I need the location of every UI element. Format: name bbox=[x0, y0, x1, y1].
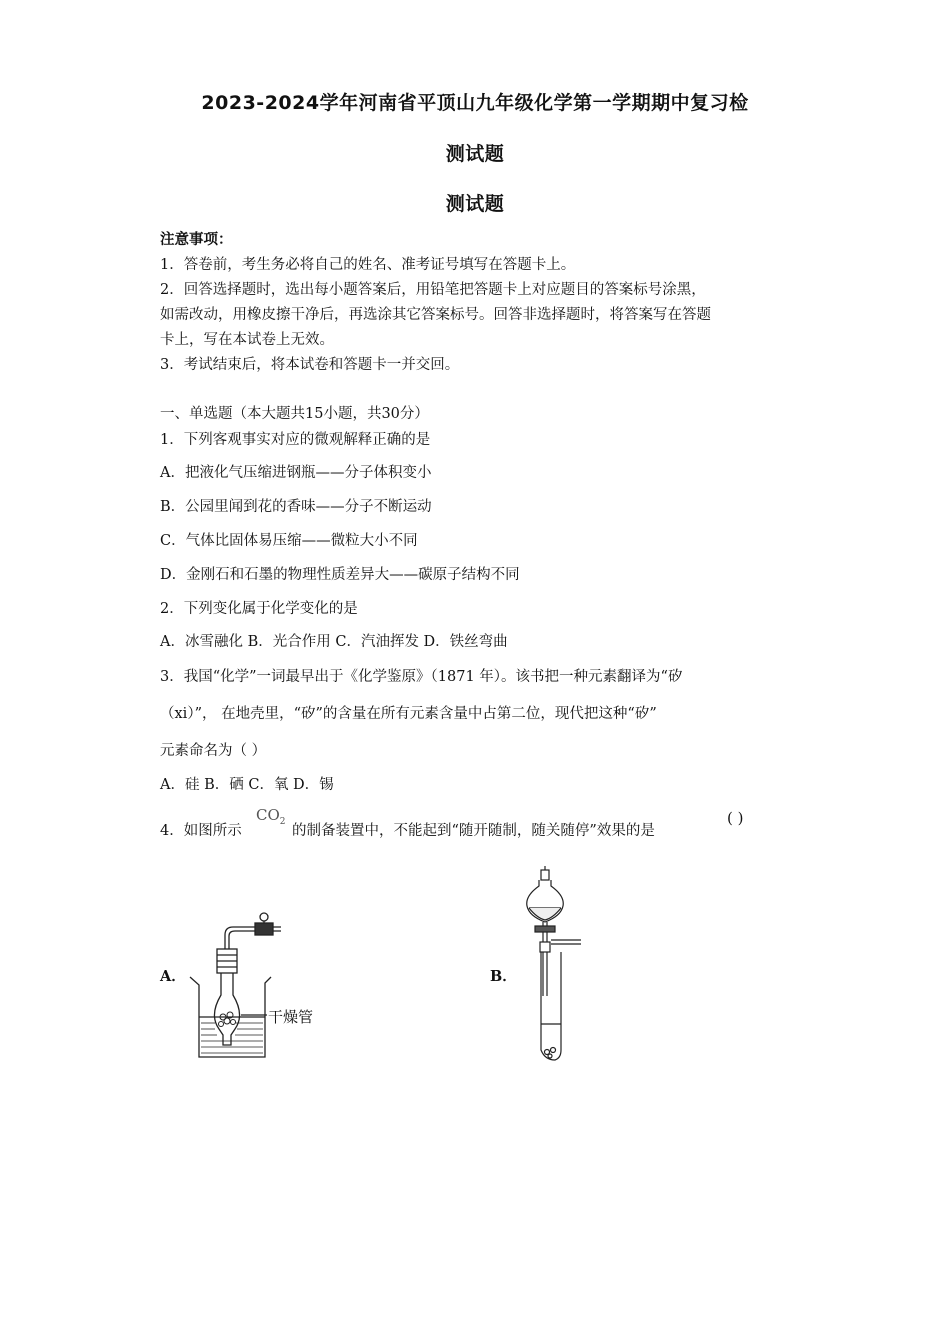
notice-item-3: 3．考试结束后，将本试卷和答题卡一并交回。 bbox=[160, 357, 460, 373]
notice-item-2-line-3: 卡上，写在本试卷上无效。 bbox=[160, 332, 334, 348]
title-line-3: 测试题 bbox=[445, 193, 505, 215]
q4-answer-paren: ( ) bbox=[727, 809, 744, 827]
notice-heading: 注意事项： bbox=[160, 231, 233, 248]
dryer-label: 干燥管 bbox=[268, 1008, 314, 1026]
co2-formula: $CO_2$ bbox=[256, 806, 286, 827]
q4-option-b-label: B． bbox=[490, 968, 517, 985]
q1-option-d: D．金刚石和石墨的物理性质差异大——碳原子结构不同 bbox=[160, 567, 520, 583]
q2-stem: 2．下列变化属于化学变化的是 bbox=[160, 601, 358, 617]
q4-option-a-label: A． bbox=[160, 968, 186, 985]
q4-stem-end: 的制备装置中，不能起到“随开随制，随关随停”效果的是 bbox=[292, 823, 655, 839]
q3-stem-line-2: （xi）”， 在地壳里，“矽”的含量在所有元素含量中占第二位，现代把这种“矽” bbox=[160, 706, 657, 722]
title-line-2: 测试题 bbox=[445, 143, 505, 165]
q1-option-b: B．公园里闻到花的香味——分子不断运动 bbox=[160, 499, 432, 515]
q3-stem-line-1: 3．我国“化学”一词最早出于《化学鉴原》（1871 年）。该书把一种元素翻译为“矽 bbox=[160, 669, 683, 685]
q1-option-c: C．气体比固体易压缩——微粒大小不同 bbox=[160, 533, 418, 549]
title-line-1: 2023-2024学年河南省平顶山九年级化学第一学期期中复习检 bbox=[201, 92, 749, 114]
apparatus-a-figure bbox=[185, 905, 335, 1065]
q2-options: A．冰雪融化 B．光合作用 C．汽油挥发 D．铁丝弯曲 bbox=[160, 634, 508, 650]
q4-stem-start: 4．如图所示 bbox=[160, 823, 242, 839]
q1-option-a: A．把液化气压缩进钢瓶——分子体积变小 bbox=[160, 465, 432, 481]
apparatus-b-figure bbox=[515, 866, 595, 1066]
notice-item-2-line-2: 如需改动，用橡皮擦干净后，再选涂其它答案标号。回答非选择题时，将答案写在答题 bbox=[160, 307, 711, 323]
q3-options: A．硅 B．硒 C．氧 D．锡 bbox=[160, 777, 334, 793]
notice-item-1: 1．答卷前，考生务必将自己的姓名、准考证号填写在答题卡上。 bbox=[160, 257, 576, 273]
q1-stem: 1．下列客观事实对应的微观解释正确的是 bbox=[160, 432, 431, 448]
notice-item-2-line-1: 2．回答选择题时，选出每小题答案后，用铅笔把答题卡上对应题目的答案标号涂黑， bbox=[160, 282, 706, 298]
section-heading: 一、单选题（本大题共15小题，共30分） bbox=[160, 406, 429, 422]
q3-stem-line-3: 元素命名为（ ） bbox=[160, 743, 267, 759]
